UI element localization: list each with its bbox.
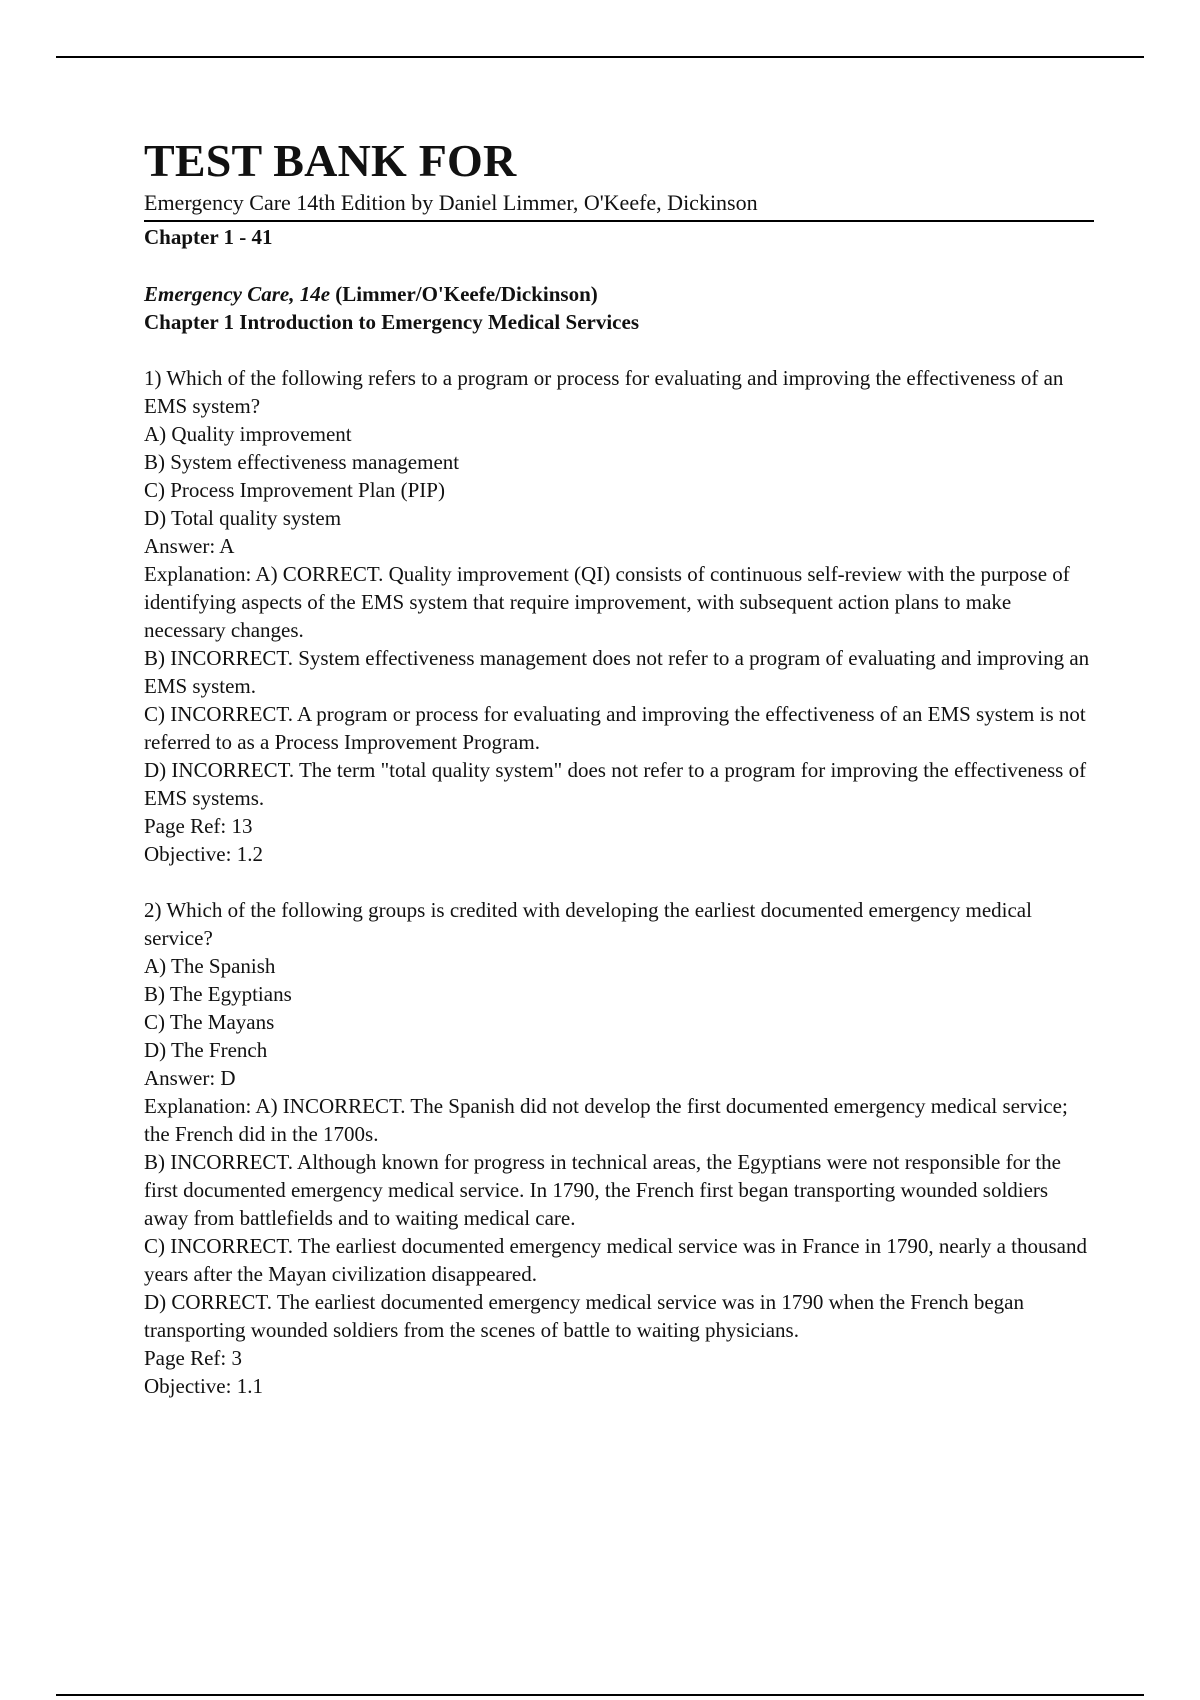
book-line bbox=[144, 280, 1094, 308]
chapter-title: Chapter 1 Introduction to Emergency Medical Services bbox=[144, 310, 639, 334]
answer: Answer: D bbox=[144, 1066, 236, 1090]
document-title: TEST BANK FOR bbox=[144, 135, 517, 186]
explanation: B) INCORRECT. Although known for progress in technical areas, the Egyptians were not responsible for the first documented emergency medical service. In 1790, the French first began transporting wounded soldiers away from battlefields and to waiting medical care. bbox=[144, 1150, 1061, 1230]
option-a: A) Quality improvement bbox=[144, 422, 352, 446]
option-c: C) The Mayans bbox=[144, 1010, 275, 1034]
page-ref: Page Ref: 3 bbox=[144, 1346, 242, 1370]
option-b: B) The Egyptians bbox=[144, 982, 292, 1006]
option-d: D) Total quality system bbox=[144, 506, 342, 530]
book-authors: (Limmer/O'Keefe/Dickinson) bbox=[330, 282, 598, 306]
top-rule bbox=[56, 56, 1144, 58]
explanation: Explanation: A) CORRECT. Quality improvement (QI) consists of continuous self-review with the purpose of identifying aspects of the EMS system that require improvement, with subsequent action plans to make necessary changes. bbox=[144, 562, 1070, 642]
explanation: C) INCORRECT. The earliest documented emergency medical service was in France in 1790, nearly a thousand years after the Mayan civilization disappeared. bbox=[144, 1234, 1087, 1286]
document-body bbox=[144, 134, 1094, 1400]
question-stem: 2) Which of the following groups is credited with developing the earliest documented emergency medical service? bbox=[144, 898, 1032, 950]
option-d: D) The French bbox=[144, 1038, 268, 1062]
chapter-range: Chapter 1 - 41 bbox=[144, 225, 273, 249]
question-2 bbox=[144, 896, 1094, 1400]
objective: Objective: 1.2 bbox=[144, 842, 263, 866]
explanation: D) CORRECT. The earliest documented emergency medical service was in 1790 when the French began transporting wounded soldiers from the scenes of battle to waiting physicians. bbox=[144, 1290, 1024, 1342]
document-subtitle: Emergency Care 14th Edition by Daniel Limmer, O'Keefe, Dickinson bbox=[144, 190, 758, 215]
objective: Objective: 1.1 bbox=[144, 1374, 263, 1398]
page-ref: Page Ref: 13 bbox=[144, 814, 253, 838]
answer: Answer: A bbox=[144, 534, 235, 558]
option-a: A) The Spanish bbox=[144, 954, 276, 978]
option-c: C) Process Improvement Plan (PIP) bbox=[144, 478, 445, 502]
explanation: B) INCORRECT. System effectiveness management does not refer to a program of evaluating and improving an EMS system. bbox=[144, 646, 1090, 698]
question-1 bbox=[144, 364, 1094, 868]
question-stem: 1) Which of the following refers to a program or process for evaluating and improving the effectiveness of an EMS system? bbox=[144, 366, 1064, 418]
book-name: Emergency Care, 14e bbox=[144, 282, 331, 306]
explanation: Explanation: A) INCORRECT. The Spanish did not develop the first documented emergency medical service; the French did in the 1700s. bbox=[144, 1094, 1068, 1146]
explanation: C) INCORRECT. A program or process for evaluating and improving the effectiveness of an EMS system is not referred to as a Process Improvement Program. bbox=[144, 702, 1086, 754]
option-b: B) System effectiveness management bbox=[144, 450, 460, 474]
bottom-rule bbox=[56, 1694, 1144, 1696]
explanation: D) INCORRECT. The term "total quality system" does not refer to a program for improving the effectiveness of EMS systems. bbox=[144, 758, 1087, 810]
